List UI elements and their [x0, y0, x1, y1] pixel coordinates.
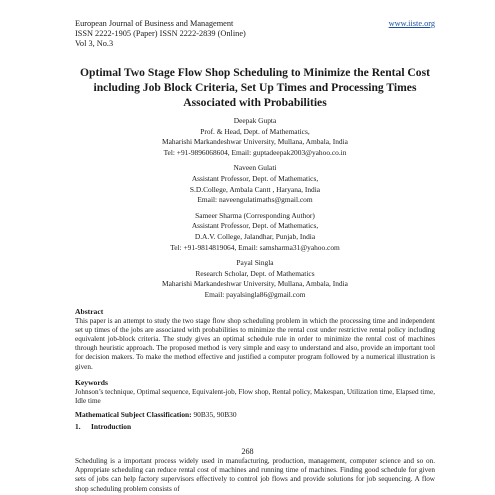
author-name: Sameer Sharma (Corresponding Author) — [195, 210, 315, 220]
author-contact: Email: payalsingla86@gmail.com — [204, 289, 306, 299]
journal-website-link[interactable]: www.iiste.org — [388, 19, 435, 28]
author-contact: Tel: +91-9896068604, Email: guptadeepak2003@yahoo.co.in — [163, 147, 347, 157]
section-number: 1. — [75, 422, 81, 432]
author-block — [75, 163, 435, 205]
author-block — [75, 258, 435, 300]
author-position: Prof. & Head, Dept. of Mathematics, — [200, 126, 310, 136]
author-position: Research Scholar, Dept. of Mathematics — [195, 268, 315, 278]
author-block — [75, 211, 435, 253]
author-affiliation: Maharishi Markandeshwar University, Mullana, Ambala, India — [162, 279, 348, 289]
introduction-heading — [75, 422, 435, 432]
keywords-text: Johnson’s technique, Optimal sequence, Equivalent-job, Flow shop, Rental policy, Makespan, Utilization time, Elapsed time, Idle time — [75, 387, 435, 405]
keywords-heading: Keywords — [75, 377, 108, 387]
section-title: Introduction — [91, 422, 132, 432]
author-contact: Tel: +91-9814819064, Email: samsharma31@yahoo.com — [170, 242, 340, 252]
author-name: Naveen Gulati — [233, 163, 277, 173]
paper-title: Optimal Two Stage Flow Shop Scheduling to Minimize the Rental Cost including Job Block Criteria, Set Up Times and Processing Times Associated with Probabilities — [80, 66, 430, 109]
journal-header — [75, 0, 435, 49]
journal-issn: ISSN 2222-1905 (Paper) ISSN 2222-2839 (Online) — [75, 29, 246, 38]
author-affiliation: Maharishi Markandeshwar University, Mullana, Ambala, India — [162, 137, 348, 147]
subject-classification-value: 90B35, 90B30 — [191, 410, 237, 420]
subject-classification — [75, 410, 435, 420]
subject-classification-label: Mathematical Subject Classification: — [75, 410, 192, 420]
author-position: Assistant Professor, Dept. of Mathematics, — [191, 221, 319, 231]
author-affiliation: D.A.V. College, Jalandhar, Punjab, India — [194, 231, 316, 241]
author-position: Assistant Professor, Dept. of Mathematics, — [191, 173, 319, 183]
abstract-heading: Abstract — [75, 306, 104, 316]
journal-name: European Journal of Business and Management — [75, 19, 234, 28]
author-affiliation: S.D.College, Ambala Cantt , Haryana, India — [189, 184, 321, 194]
author-contact: Email: naveengulatimaths@gmail.com — [197, 195, 313, 205]
journal-volume: Vol 3, No.3 — [75, 39, 114, 48]
author-block — [75, 116, 435, 158]
introduction-text: Scheduling is a important process widely used in manufacturing, production, management, computer science and so on. Appropriate scheduling can reduce rental cost of machines and running time of machines. Finding good schedule for given sets of jobs can help factory supervisors effectively to control job flows and provide solutions for job sequencing. A flow shop scheduling problem consists of — [75, 457, 435, 493]
author-name: Deepak Gupta — [233, 116, 277, 125]
abstract-text: This paper is an attempt to study the two stage flow shop scheduling problem in which the processing time and independent set up times of the jobs are associated with probabilities to minimize the rental cost under restrictive rental policy including equivalent job-block criteria. The study gives an optimal schedule rule in order to minimize the rental cost of machines through heuristic approach. The proposed method is very simple and easy to understand and also, provide an important tool for decision makers. To make the method effective and justified a computer program followed by a numerical illustration is given. — [75, 316, 435, 371]
author-name: Payal Singla — [236, 258, 274, 268]
page-number: 268 — [241, 447, 254, 456]
